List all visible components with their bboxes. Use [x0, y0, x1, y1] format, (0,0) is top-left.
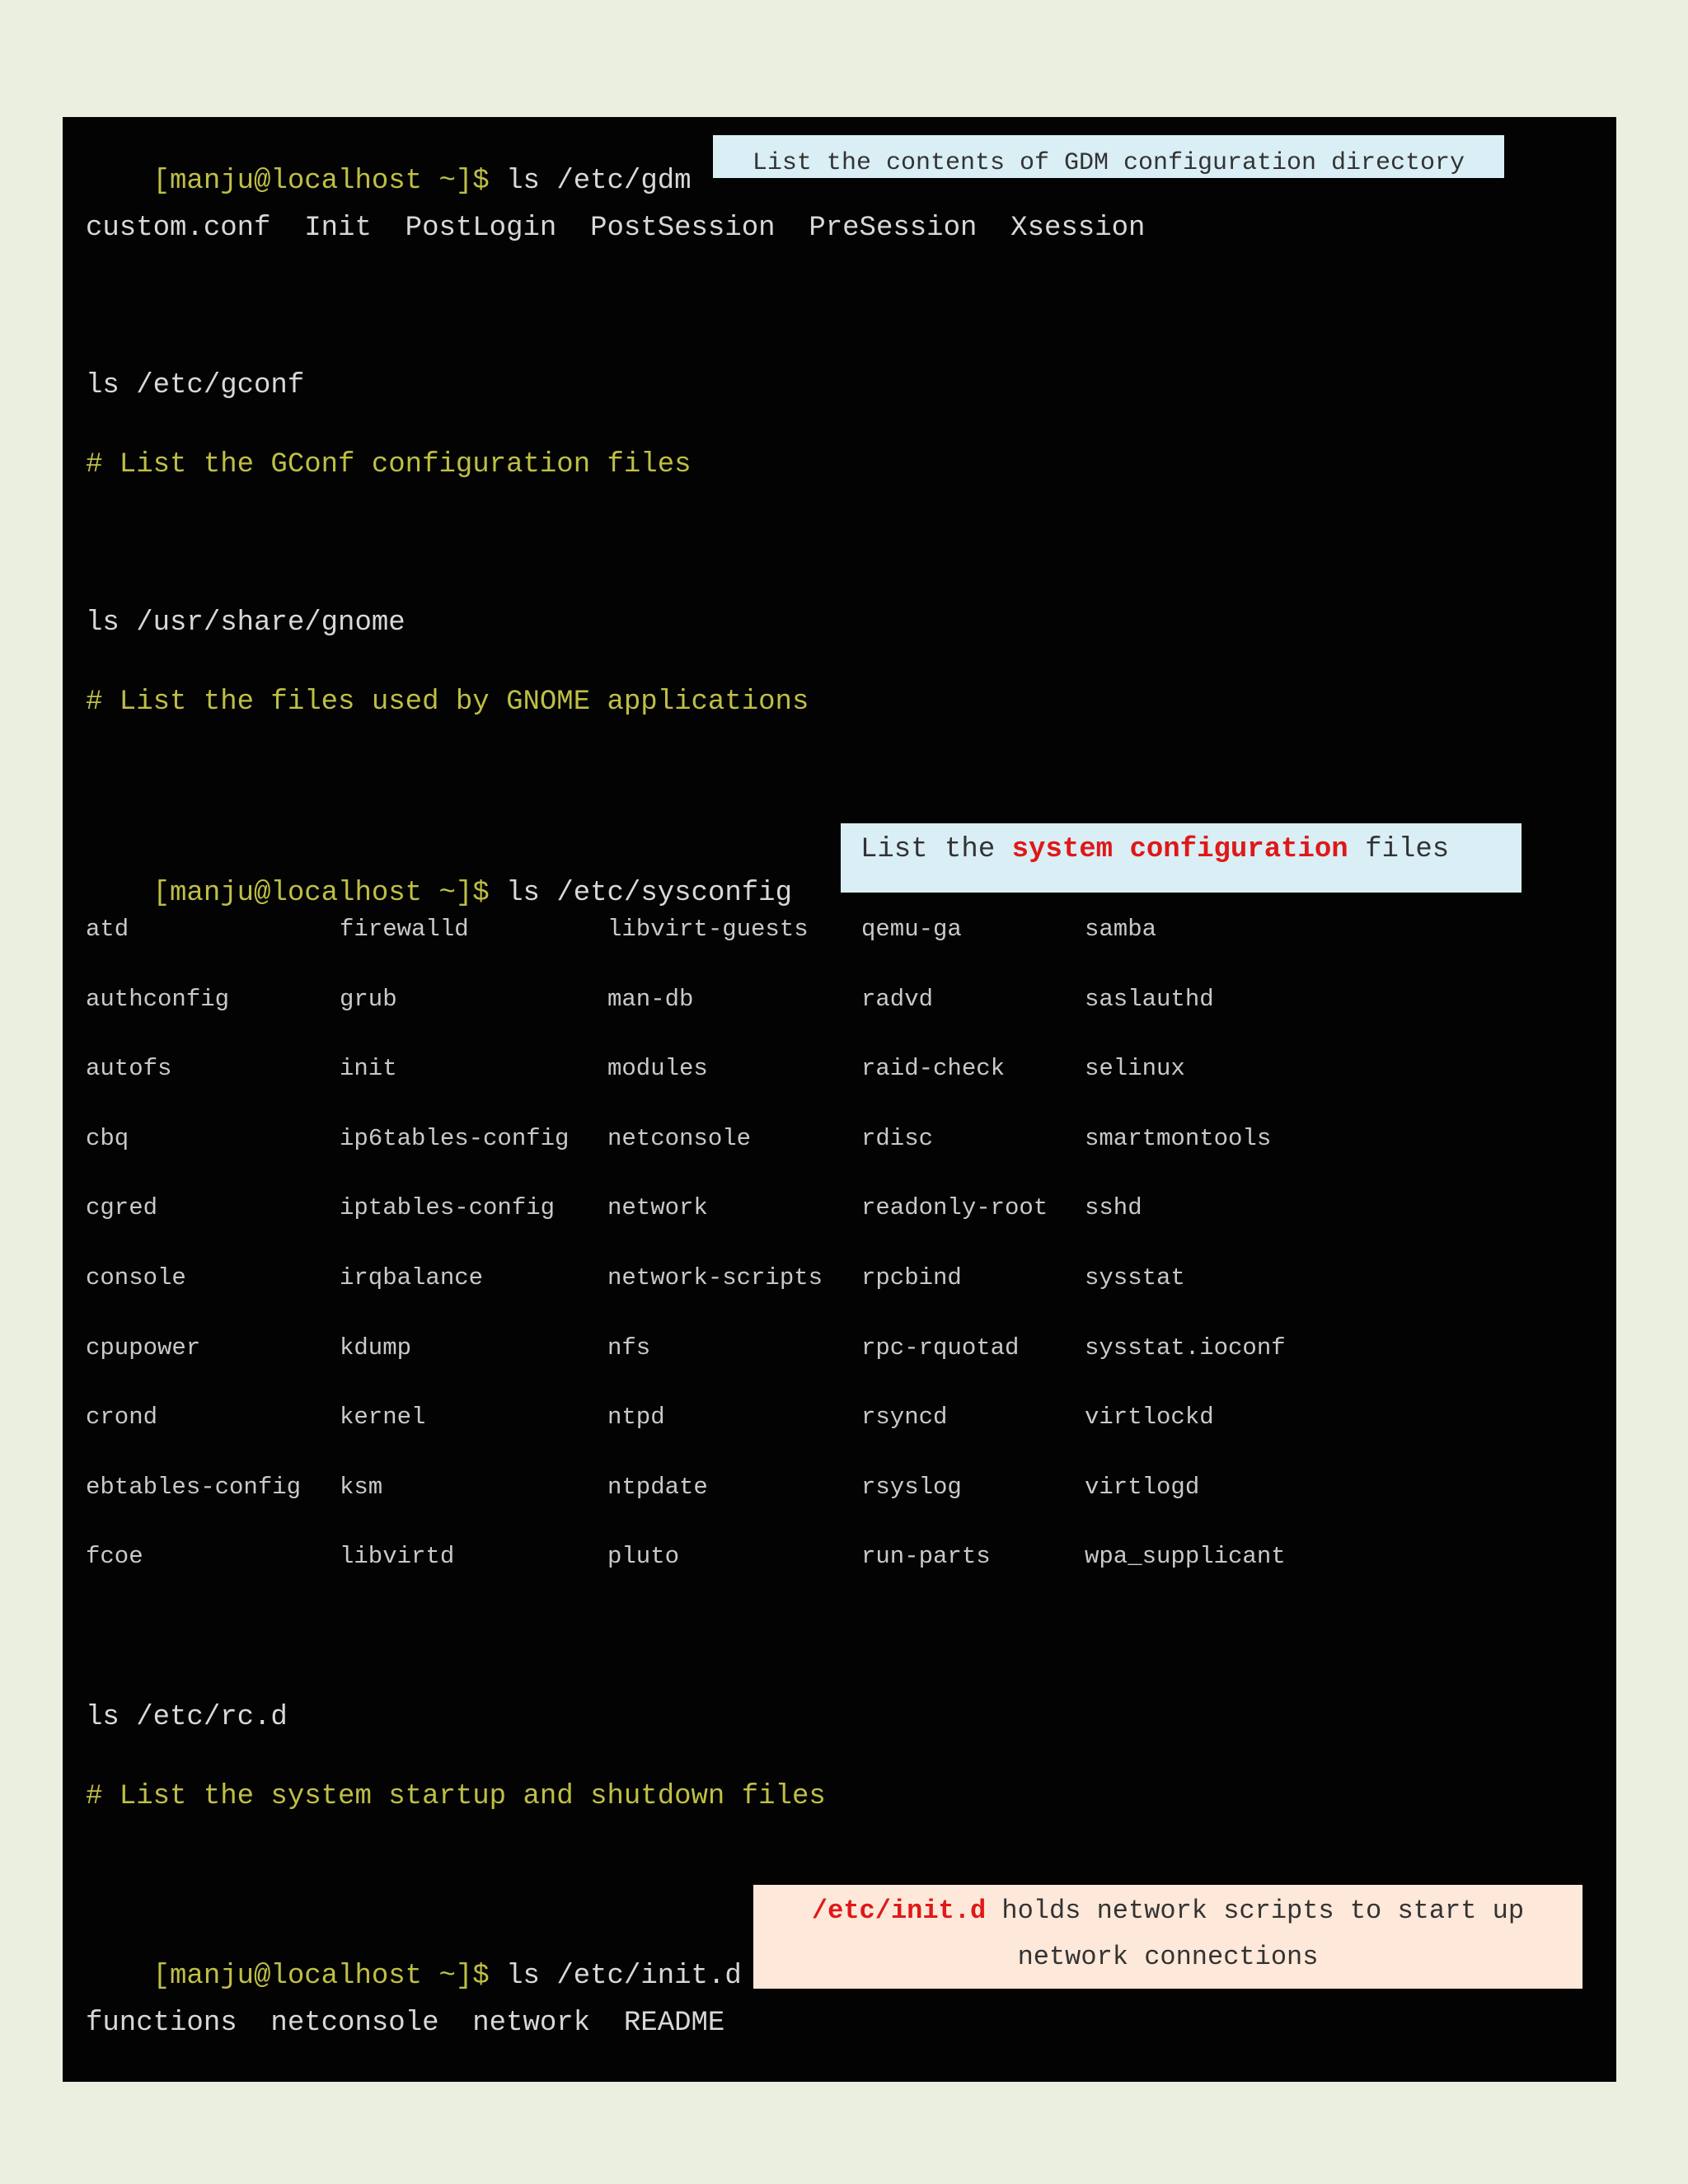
sysconfig-entry: saslauthd [1085, 986, 1214, 1013]
sysconfig-entry: ebtables-config [86, 1474, 302, 1501]
sysconfig-entry: cpupower [86, 1334, 201, 1361]
initd-callout-text: holds network scripts to start up network connections [986, 1896, 1525, 1972]
sysconfig-entry: libvirtd [340, 1543, 455, 1570]
sysconfig-entry: fcoe [86, 1543, 143, 1570]
gconf-command: ls /etc/gconf [86, 370, 305, 401]
gnome-comment: # List the files used by GNOME applications [86, 687, 809, 718]
sysconfig-entry: crond [86, 1404, 158, 1431]
sysconfig-entry: sysstat [1085, 1264, 1185, 1291]
sysconfig-entry: grub [340, 986, 397, 1013]
sysconfig-entry: libvirt-guests [607, 916, 809, 943]
sysconfig-entry: rsyslog [861, 1474, 962, 1501]
sysconfig-entry: ntpdate [607, 1474, 708, 1501]
sysconfig-entry: sysstat.ioconf [1085, 1334, 1286, 1361]
sysconfig-entry: network-scripts [607, 1264, 823, 1291]
sysconfig-callout-pre: List the [860, 834, 1012, 865]
sysconfig-entry: network [607, 1194, 708, 1221]
sysconfig-entry: init [340, 1055, 397, 1082]
rcd-command: ls /etc/rc.d [86, 1702, 288, 1733]
sysconfig-entry: virtlogd [1085, 1474, 1200, 1501]
sysconfig-entry: wpa_supplicant [1085, 1543, 1286, 1570]
rcd-comment: # List the system startup and shutdown files [86, 1781, 826, 1812]
sysconfig-entry: console [86, 1264, 186, 1291]
sysconfig-callout [841, 823, 1522, 893]
sysconfig-callout-post: files [1348, 834, 1450, 865]
sysconfig-entry: atd [86, 916, 129, 943]
shell-prompt: [manju@localhost ~]$ [152, 878, 490, 909]
sysconfig-entry: raid-check [861, 1055, 1006, 1082]
shell-prompt: [manju@localhost ~]$ [152, 1961, 490, 1992]
sysconfig-entry: rdisc [861, 1125, 934, 1152]
sysconfig-entry: selinux [1085, 1055, 1185, 1082]
sysconfig-entry: netconsole [607, 1125, 752, 1152]
initd-callout [753, 1885, 1582, 1989]
sysconfig-entry: ip6tables-config [340, 1125, 570, 1152]
terminal-window[interactable] [63, 117, 1616, 2082]
sysconfig-entry: ksm [340, 1474, 383, 1501]
sysconfig-entry: samba [1085, 916, 1157, 943]
initd-output: functions netconsole network README [86, 2008, 725, 2039]
sysconfig-callout-highlight: system configuration [1011, 834, 1348, 865]
sysconfig-entry: kernel [340, 1404, 426, 1431]
sysconfig-entry: pluto [607, 1543, 680, 1570]
sysconfig-entry: ntpd [607, 1404, 665, 1431]
gdm-command: ls /etc/gdm [506, 166, 692, 197]
sysconfig-entry: irqbalance [340, 1264, 484, 1291]
sysconfig-entry: readonly-root [861, 1194, 1048, 1221]
sysconfig-entry: nfs [607, 1334, 651, 1361]
sysconfig-entry: virtlockd [1085, 1404, 1214, 1431]
sysconfig-command: ls /etc/sysconfig [506, 878, 792, 909]
gconf-comment: # List the GConf configuration files [86, 449, 692, 480]
initd-command: ls /etc/init.d [506, 1961, 742, 1992]
sysconfig-entry: kdump [340, 1334, 412, 1361]
sysconfig-entry: firewalld [340, 916, 469, 943]
sysconfig-entry: iptables-config [340, 1194, 556, 1221]
gdm-output: custom.conf Init PostLogin PostSession PreSession Xsession [86, 213, 1146, 244]
gdm-callout: List the contents of GDM configuration directory [713, 135, 1504, 178]
shell-prompt: [manju@localhost ~]$ [152, 166, 490, 197]
sysconfig-entry: rpcbind [861, 1264, 962, 1291]
sysconfig-entry: cgred [86, 1194, 158, 1221]
sysconfig-entry: smartmontools [1085, 1125, 1272, 1152]
sysconfig-entry: sshd [1085, 1194, 1142, 1221]
initd-callout-highlight: /etc/init.d [811, 1896, 987, 1926]
sysconfig-entry: radvd [861, 986, 934, 1013]
gnome-command: ls /usr/share/gnome [86, 607, 406, 639]
sysconfig-entry: authconfig [86, 986, 230, 1013]
sysconfig-entry: modules [607, 1055, 708, 1082]
sysconfig-entry: qemu-ga [861, 916, 962, 943]
sysconfig-entry: rsyncd [861, 1404, 948, 1431]
sysconfig-entry: cbq [86, 1125, 129, 1152]
sysconfig-entry: rpc-rquotad [861, 1334, 1020, 1361]
sysconfig-entry: run-parts [861, 1543, 991, 1570]
sysconfig-entry: autofs [86, 1055, 172, 1082]
sysconfig-entry: man-db [607, 986, 694, 1013]
